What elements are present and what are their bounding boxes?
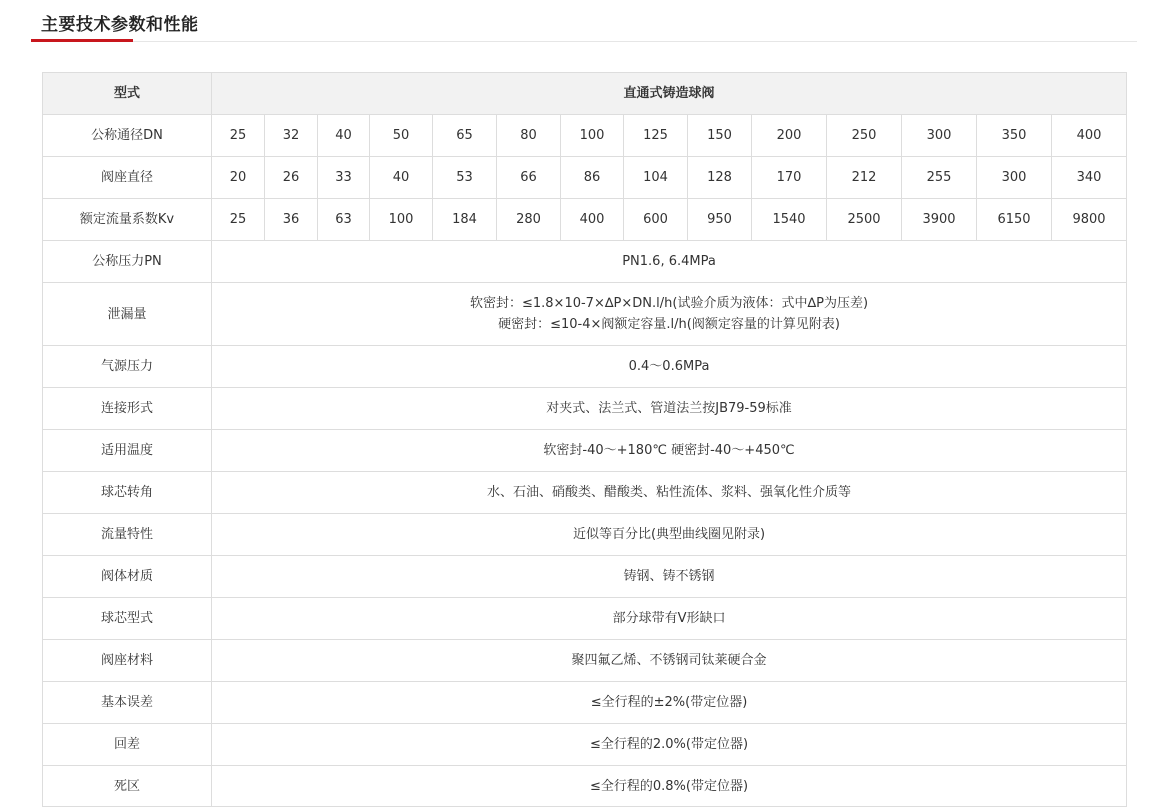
row-value: ≤全行程的2.0%(带定位器)	[212, 724, 1127, 766]
row-label: 基本误差	[43, 682, 212, 724]
table-cell: 400	[1052, 115, 1127, 157]
section-header	[31, 0, 1137, 42]
row-value: 近似等百分比(典型曲线圈见附录)	[212, 514, 1127, 556]
table-cell: 250	[827, 115, 902, 157]
row-value: ≤全行程的0.8%(带定位器)	[212, 766, 1127, 807]
table-cell: 40	[370, 157, 433, 199]
table-row	[43, 556, 1127, 598]
table-row	[43, 199, 1127, 241]
table-row	[43, 514, 1127, 556]
row-label: 死区	[43, 766, 212, 807]
table-cell: 6150	[977, 199, 1052, 241]
table-cell: 128	[688, 157, 752, 199]
section-title: 主要技术参数和性能	[41, 15, 199, 35]
row-value: PN1.6, 6.4MPa	[212, 241, 1127, 283]
table-cell: 170	[752, 157, 827, 199]
row-value: 部分球带有V形缺口	[212, 598, 1127, 640]
row-label: 阀体材质	[43, 556, 212, 598]
table-row	[43, 682, 1127, 724]
row-value: 水、石油、硝酸类、醋酸类、粘性流体、浆料、强氧化性介质等	[212, 472, 1127, 514]
table-row	[43, 766, 1127, 807]
row-value	[212, 283, 1127, 346]
row-value: ≤全行程的±2%(带定位器)	[212, 682, 1127, 724]
row-label: 公称通径DN	[43, 115, 212, 157]
row-label: 泄漏量	[43, 283, 212, 346]
table-cell: 100	[561, 115, 624, 157]
table-cell: 80	[497, 115, 561, 157]
table-cell: 950	[688, 199, 752, 241]
table-cell: 20	[212, 157, 265, 199]
row-label: 适用温度	[43, 430, 212, 472]
table-cell: 36	[265, 199, 318, 241]
table-row	[43, 724, 1127, 766]
row-value: 0.4～0.6MPa	[212, 346, 1127, 388]
table-row	[43, 115, 1127, 157]
spec-table	[42, 72, 1127, 807]
leakage-soft-seal-text: 软密封：≤1.8×10-7×∆P×DN.l/h(试验介质为液体：式中∆P为压差)	[469, 296, 869, 311]
row-label: 回差	[43, 724, 212, 766]
table-cell: 280	[497, 199, 561, 241]
table-cell: 33	[318, 157, 370, 199]
row-label: 型式	[43, 73, 212, 115]
table-cell: 40	[318, 115, 370, 157]
table-row	[43, 598, 1127, 640]
row-label: 连接形式	[43, 388, 212, 430]
table-row	[43, 346, 1127, 388]
row-value: 软密封-40～+180℃ 硬密封-40～+450℃	[212, 430, 1127, 472]
row-label: 球芯型式	[43, 598, 212, 640]
table-cell: 50	[370, 115, 433, 157]
table-cell: 255	[902, 157, 977, 199]
table-cell: 125	[624, 115, 688, 157]
table-cell: 65	[433, 115, 497, 157]
table-row	[43, 640, 1127, 682]
row-label: 阀座直径	[43, 157, 212, 199]
row-value: 对夹式、法兰式、管道法兰按JB79-59标准	[212, 388, 1127, 430]
table-cell: 184	[433, 199, 497, 241]
table-cell: 600	[624, 199, 688, 241]
title-underline	[31, 39, 133, 42]
table-row	[43, 157, 1127, 199]
table-cell: 25	[212, 115, 265, 157]
table-row	[43, 388, 1127, 430]
row-label: 气源压力	[43, 346, 212, 388]
table-cell: 2500	[827, 199, 902, 241]
row-label: 额定流量系数Kv	[43, 199, 212, 241]
table-cell: 1540	[752, 199, 827, 241]
table-cell: 340	[1052, 157, 1127, 199]
row-value: 直通式铸造球阀	[212, 73, 1127, 115]
leakage-hard-seal-text: 硬密封：≤10-4×阀额定容量.l/h(阀额定容量的计算见附表)	[498, 317, 840, 332]
table-header-row	[43, 73, 1127, 115]
table-cell: 300	[977, 157, 1052, 199]
table-row	[43, 241, 1127, 283]
table-cell: 9800	[1052, 199, 1127, 241]
row-label: 公称压力PN	[43, 241, 212, 283]
table-cell: 25	[212, 199, 265, 241]
table-cell: 212	[827, 157, 902, 199]
row-label: 阀座材料	[43, 640, 212, 682]
table-cell: 350	[977, 115, 1052, 157]
table-cell: 150	[688, 115, 752, 157]
table-row	[43, 472, 1127, 514]
table-cell: 86	[561, 157, 624, 199]
table-row	[43, 430, 1127, 472]
row-label: 球芯转角	[43, 472, 212, 514]
row-value: 铸钢、铸不锈钢	[212, 556, 1127, 598]
table-cell: 53	[433, 157, 497, 199]
table-cell: 100	[370, 199, 433, 241]
row-value: 聚四氟乙烯、不锈钢司钛莱硬合金	[212, 640, 1127, 682]
row-label: 流量特性	[43, 514, 212, 556]
table-cell: 104	[624, 157, 688, 199]
table-cell: 400	[561, 199, 624, 241]
table-cell: 3900	[902, 199, 977, 241]
table-row	[43, 283, 1127, 346]
table-cell: 200	[752, 115, 827, 157]
table-cell: 66	[497, 157, 561, 199]
table-cell: 300	[902, 115, 977, 157]
table-cell: 26	[265, 157, 318, 199]
table-cell: 32	[265, 115, 318, 157]
table-cell: 63	[318, 199, 370, 241]
